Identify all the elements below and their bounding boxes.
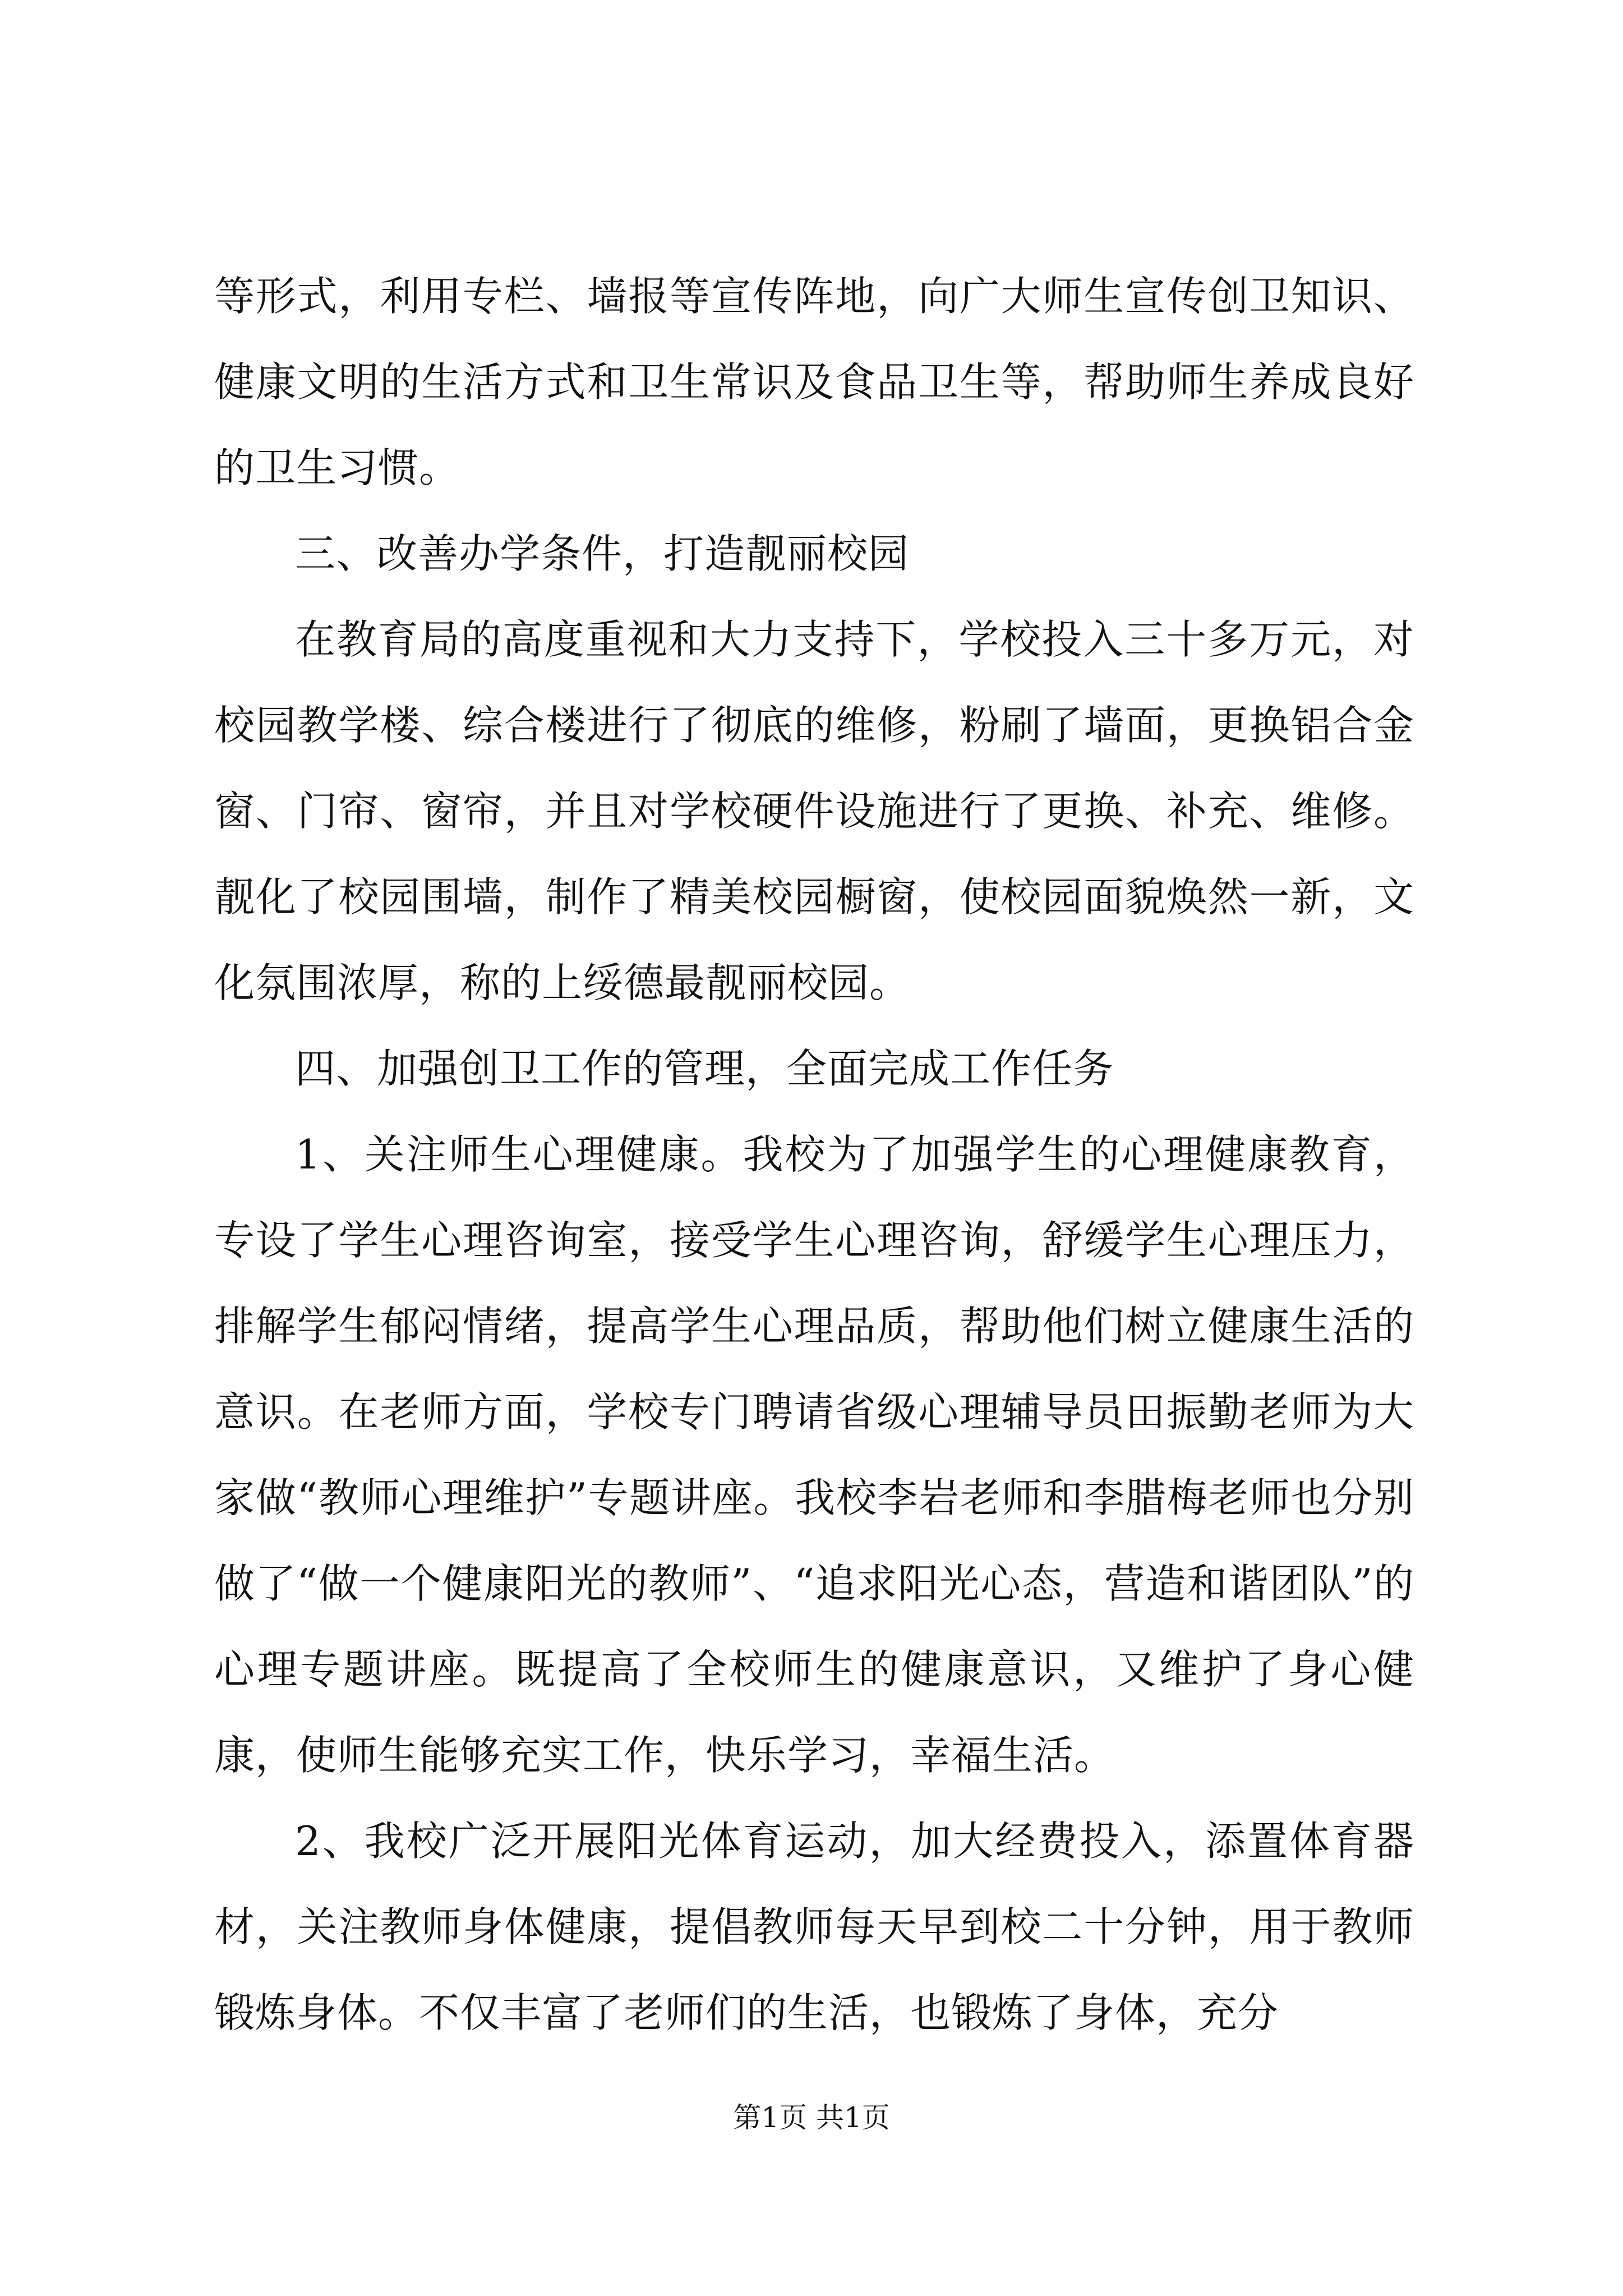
section-heading-three: 三、改善办学条件，打造靓丽校园 [295, 530, 910, 577]
document-body [214, 254, 1414, 2056]
page-number-footer: 第1页 共1页 [733, 2101, 890, 2134]
section-heading-four: 四、加强创卫工作的管理，全面完成工作任务 [295, 1045, 1114, 1092]
paragraph-continuation: 等形式，利用专栏、墙报等宣传阵地，向广大师生宣传创卫知识、健康文明的生活方式和卫生常识及食品卫生等，帮助师生养成良好的卫生习惯。 [214, 273, 1414, 491]
paragraph-mental-health: 1、关注师生心理健康。我校为了加强学生的心理健康教育，专设了学生心理咨询室，接受学生心理咨询，舒缓学生心理压力，排解学生郁闷情绪，提高学生心理品质，帮助他们树立健康生活的意识。在老师方面，学校专门聘请省级心理辅导员田振勤老师为大家做“教师心理维护”专题讲座。我校李岩老师和李腊梅老师也分别做了“做一个健康阳光的教师”、“追求阳光心态，营造和谐团队”的心理专题讲座。既提高了全校师生的健康意识，又维护了身心健康，使师生能够充实工作，快乐学习，幸福生活。 [214, 1131, 1414, 1779]
paragraph-renovation: 在教育局的高度重视和大力支持下，学校投入三十多万元，对校园教学楼、综合楼进行了彻底的维修，粉刷了墙面，更换铝合金窗、门帘、窗帘，并且对学校硬件设施进行了更换、补充、维修。靓化了校园围墙，制作了精美校园橱窗，使校园面貌焕然一新，文化氛围浓厚，称的上绥德最靓丽校园。 [214, 616, 1414, 1006]
paragraph-sports: 2、我校广泛开展阳光体育运动，加大经费投入，添置体育器材，关注教师身体健康，提倡教师每天早到校二十分钟，用于教师锻炼身体。不仅丰富了老师们的生活，也锻炼了身体，充分 [214, 1818, 1414, 2036]
